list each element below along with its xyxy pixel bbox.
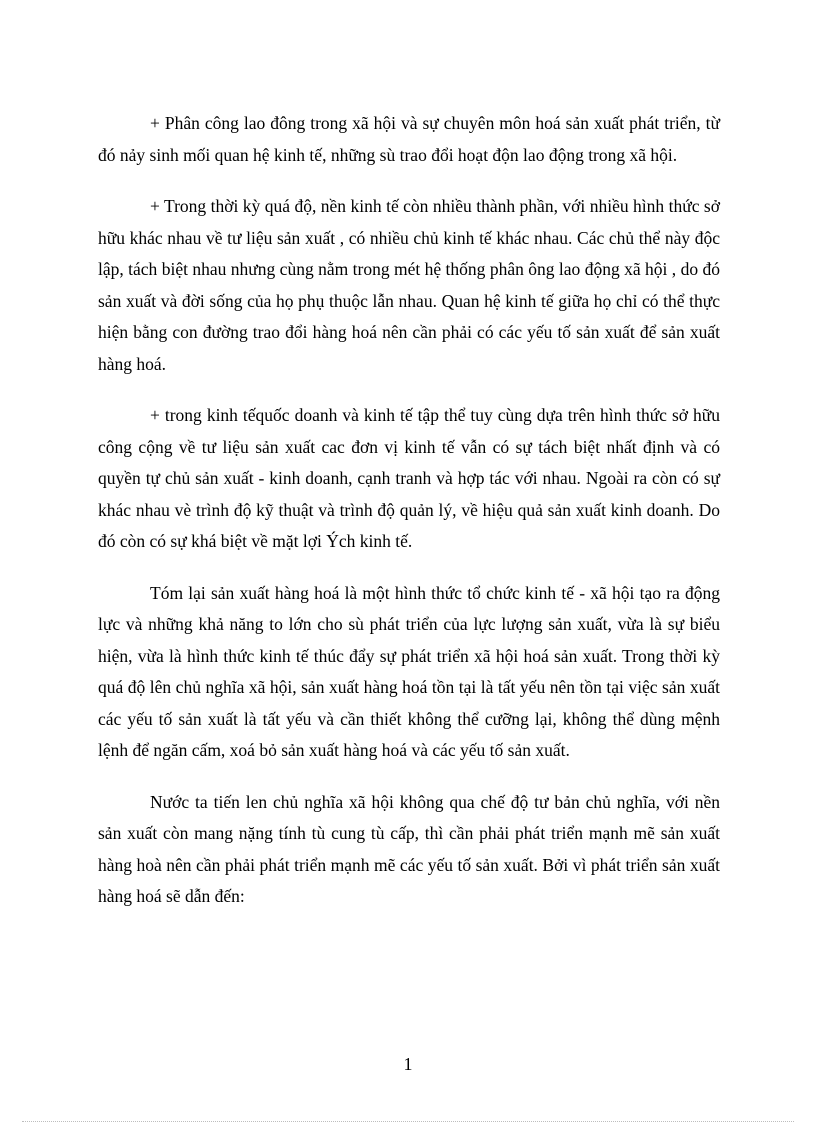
- page-bottom-divider: [22, 1121, 794, 1122]
- paragraph-summary: Tóm lại sản xuất hàng hoá là một hình thức tổ chức kinh tế - xã hội tạo ra động lực và những khả năng to lớn cho sù phát triển của lực lượng sản xuất, vừa là sự biểu hiện, vừa là hình thức kinh tế thúc đẩy sự phát triển xã hội hoá sản xuất. Trong thời kỳ quá độ lên chủ nghĩa xã hội, sản xuất hàng hoá tồn tại là tất yếu nên tồn tại việc sản xuất các yếu tố sản xuất là tất yếu và cần thiết không thể cưỡng lại, không thể dùng mệnh lệnh để ngăn cấm, xoá bỏ sản xuất hàng hoá và các yếu tố sản xuất.: [98, 582, 720, 760]
- paragraph-conclusion: Nước ta tiến len chủ nghĩa xã hội không qua chế độ tư bản chủ nghĩa, với nền sản xuất còn mang nặng tính tù cung tù cấp, thì cần phải phát triển mạnh mẽ sản xuất hàng hoà nên cần phải phát triển mạnh mẽ các yếu tố sản xuất. Bởi vì phát triển sản xuất hàng hoá sẽ dẫn đến:: [98, 791, 720, 906]
- document-body: [98, 108, 720, 933]
- paragraph-state-collective-economy: + trong kinh tếquốc doanh và kinh tế tập thể tuy cùng dựa trên hình thức sở hữu công cộng về tư liệu sản xuất cac đơn vị kinh tế vẫn có sự tách biệt nhất định và có quyền tự chủ sản xuất - kinh doanh, cạnh tranh và hợp tác với nhau. Ngoài ra còn có sự khác nhau vè trình độ kỹ thuật và trình độ quản lý, về hiệu quả sản xuất kinh doanh. Do đó còn có sự khá biệt về mặt lợi Ých kinh tế.: [98, 405, 720, 551]
- page-number: 1: [403, 1054, 413, 1074]
- paragraph-division-of-labour: + Phân công lao đông trong xã hội và sự chuyên môn hoá sản xuất phát triển, từ đó nảy sinh mối quan hệ kinh tế, những sù trao đổi hoạt độn lao động trong xã hội.: [98, 113, 720, 165]
- paragraph-transition-period: + Trong thời kỳ quá độ, nền kinh tế còn nhiều thành phần, với nhiều hình thức sở hữu khác nhau về tư liệu sản xuất , có nhiều chủ kinh tế khác nhau. Các chủ thể này độc lập, tách biệt nhau nhưng cùng nằm trong mét hệ thống phân ông lao động xã hội , do đó sản xuất và đời sống của họ phụ thuộc lẫn nhau. Quan hệ kinh tế giữa họ chỉ có thể thực hiện bằng con đường trao đổi hàng hoá nên cần phải có các yếu tố sản xuất để sản xuất hàng hoá.: [98, 196, 720, 374]
